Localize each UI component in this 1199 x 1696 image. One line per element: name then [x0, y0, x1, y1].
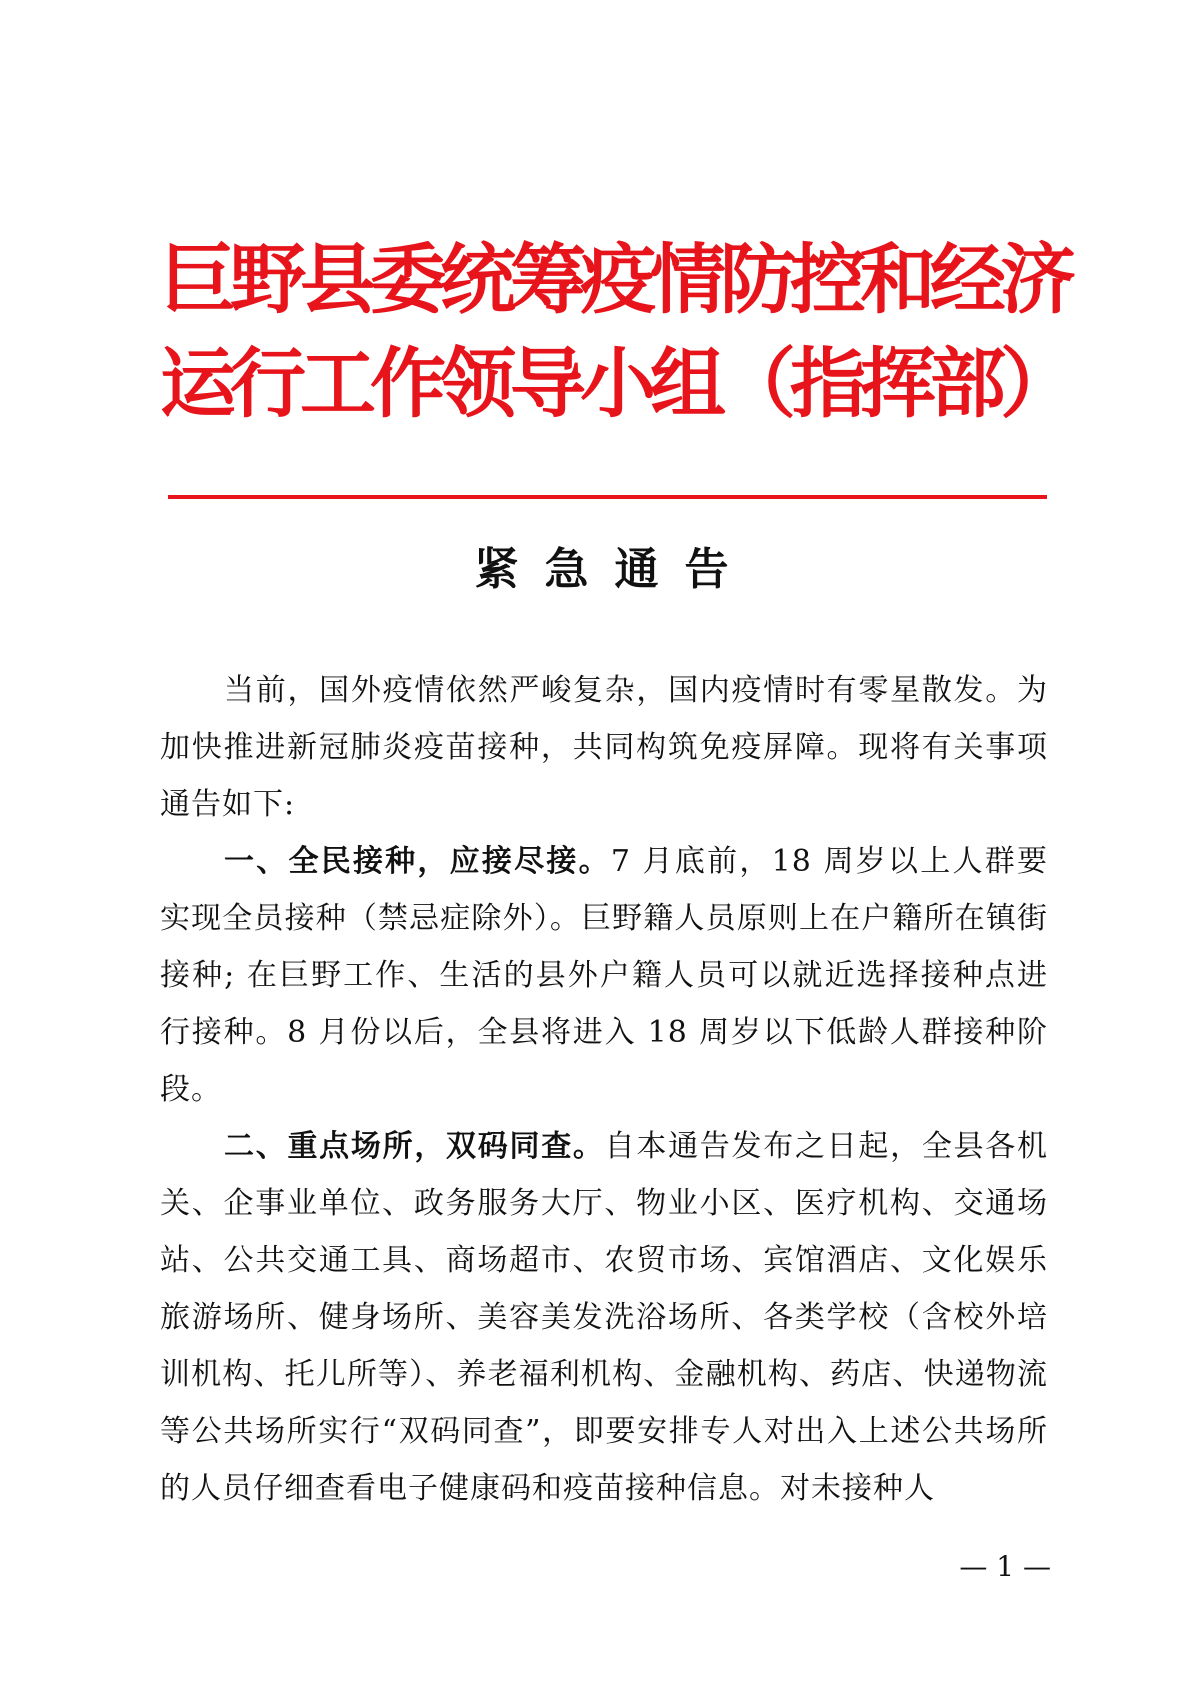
section-1-paragraph — [160, 833, 1048, 1118]
header-title-line-1: 巨野县委统筹疫情防控和经济 — [160, 235, 1070, 324]
section-1-heading: 一、全民接种，应接尽接。 — [224, 844, 611, 879]
notice-title: 紧急通告 — [474, 544, 755, 595]
section-2-paragraph — [160, 1118, 1048, 1517]
section-2-heading: 二、重点场所，双码同查。 — [224, 1129, 605, 1164]
notice-body — [160, 662, 1048, 1517]
issuing-authority-header — [160, 228, 1070, 436]
page-number: — 1 — — [959, 1550, 1051, 1583]
red-divider-line — [168, 495, 1047, 499]
section-2-text: 自本通告发布之日起，全县各机关、企事业单位、政务服务大厅、物业小区、医疗机构、交通场站、公共交通工具、商场超市、农贸市场、宾馆酒店、文化娱乐旅游场所、健身场所、美容美发洗浴场所、各类学校（含校外培训机构、托儿所等）、养老福利机构、金融机构、药店、快递物流等公共场所实行“双码同查”，即要安排专人对出入上述公共场所的人员仔细查看电子健康码和疫苗接种信息。对未接种人 — [160, 1129, 1049, 1506]
section-1-text: 7 月底前，18 周岁以上人群要实现全员接种（禁忌症除外）。巨野籍人员原则上在户籍所在镇街接种; 在巨野工作、生活的县外户籍人员可以就近选择接种点进行接种。8 月份以后，全县将进入 18 周岁以下低龄人群接种阶段。 — [160, 844, 1048, 1107]
intro-paragraph: 当前，国外疫情依然严峻复杂，国内疫情时有零星散发。为加快推进新冠肺炎疫苗接种，共同构筑免疫屏障。现将有关事项通告如下: — [160, 673, 1048, 822]
header-title-line-2: 运行工作领导小组（指挥部） — [160, 339, 1070, 428]
